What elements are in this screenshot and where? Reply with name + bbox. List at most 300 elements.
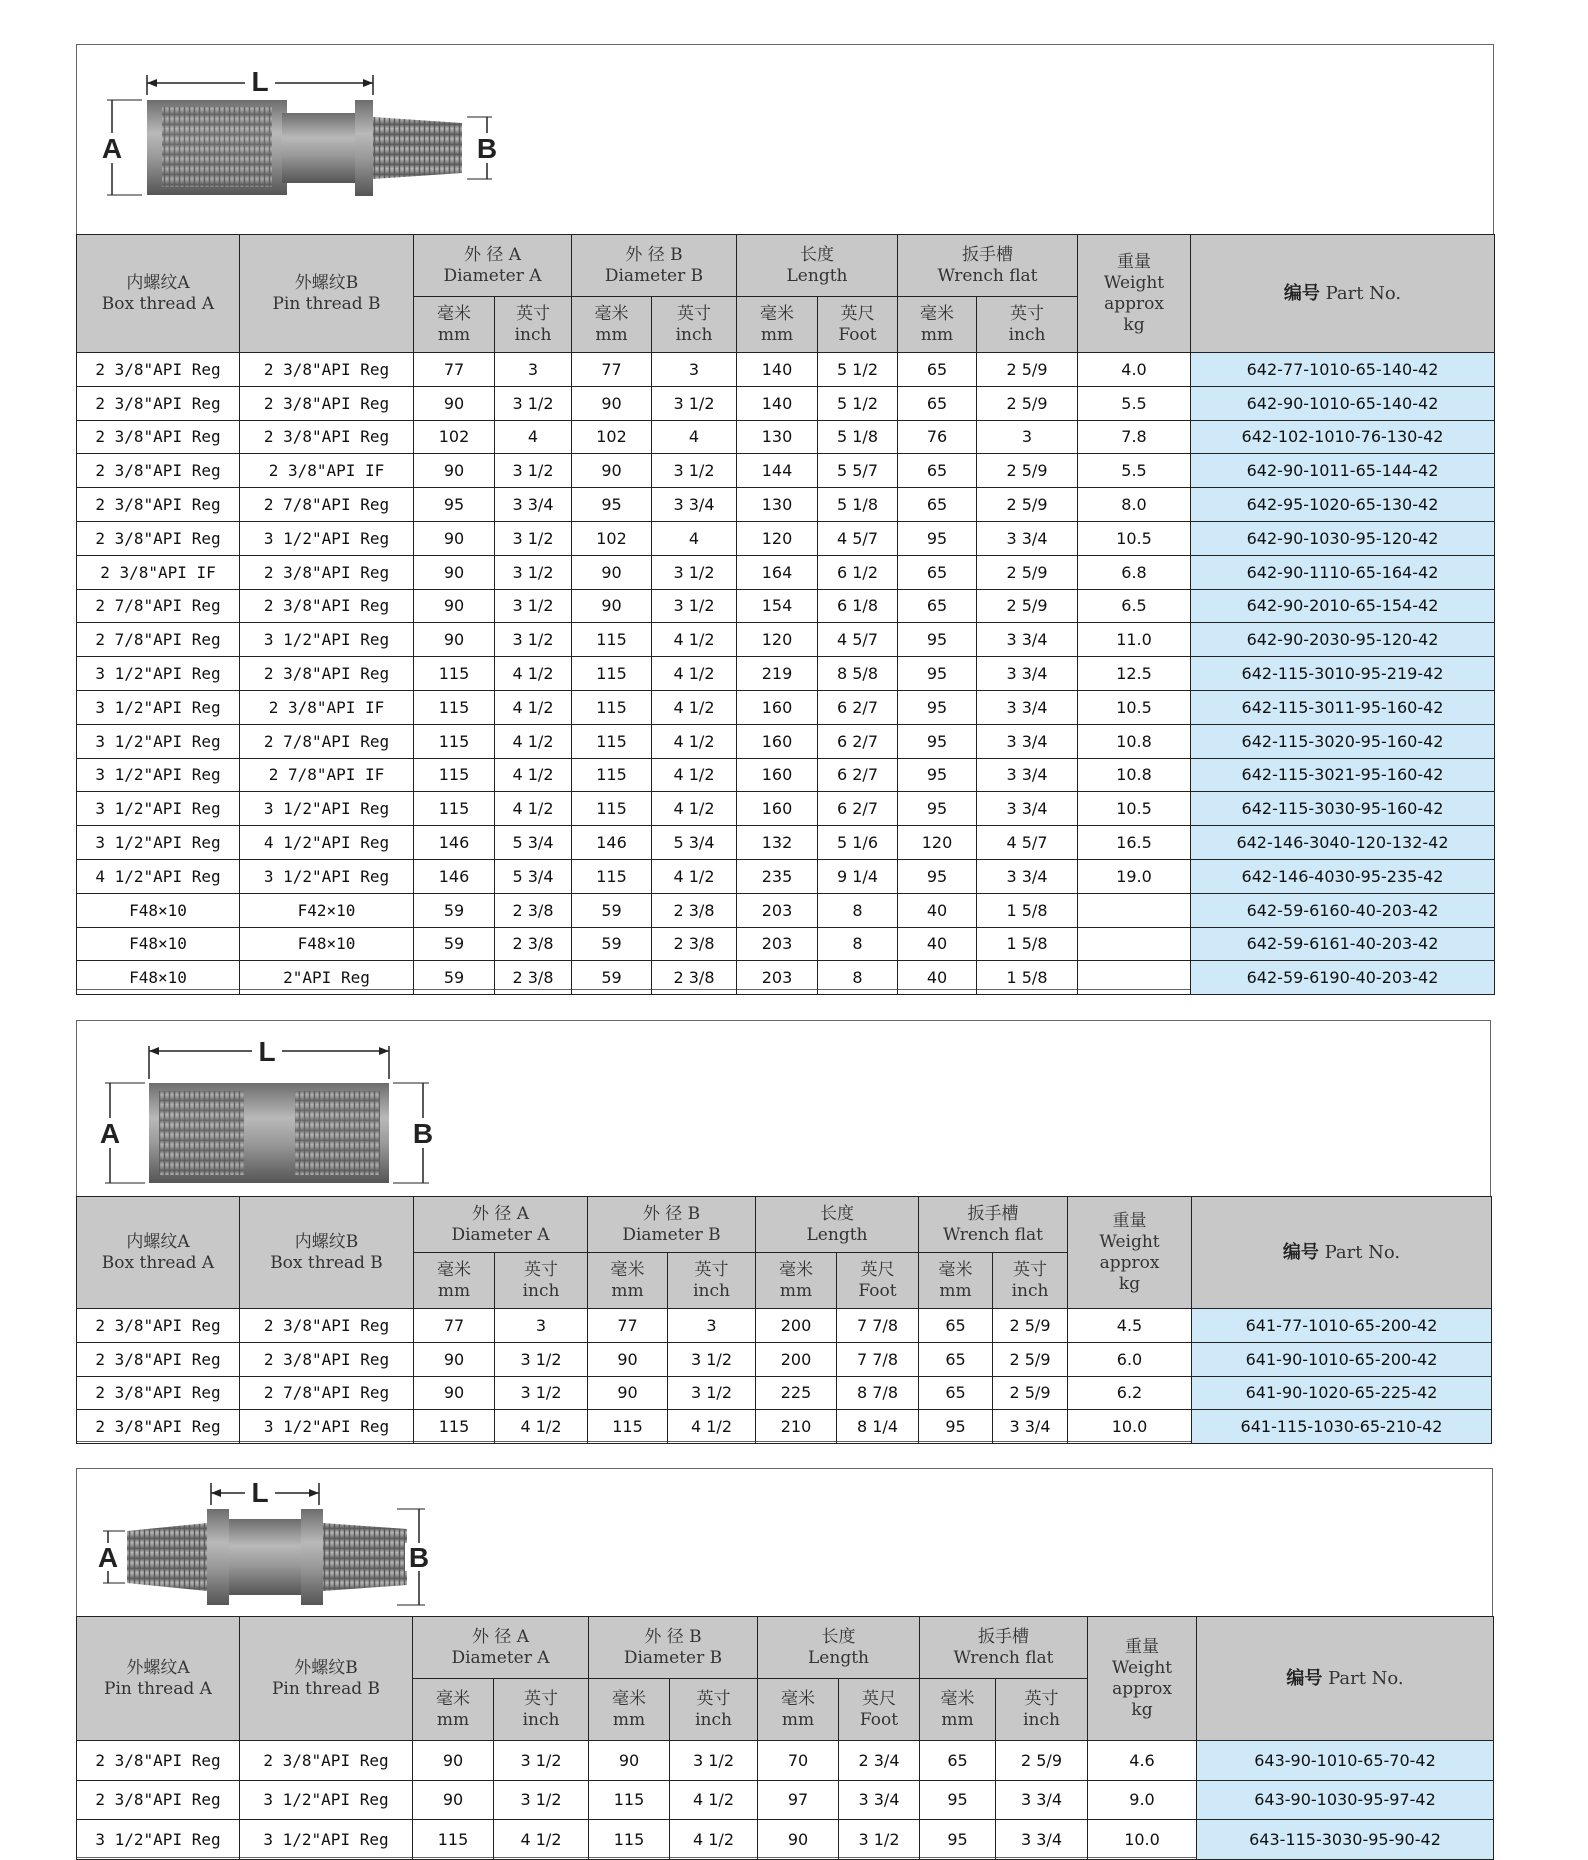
dia-a-mm-cell: 102 <box>414 420 495 454</box>
dia-a-inch-cell: 4 <box>495 420 572 454</box>
length-foot-cell: 8 1/4 <box>837 1410 919 1444</box>
dia-a-inch-cell: 3 1/2 <box>495 623 572 657</box>
length-mm-cell: 154 <box>737 589 818 623</box>
dia-a-inch-cell: 5 3/4 <box>495 826 572 860</box>
length-foot-cell: 8 <box>818 961 898 995</box>
col-part-no-header: 编号 Part No. <box>1191 235 1495 353</box>
dia-b-inch-cell: 3 <box>652 353 737 387</box>
dia-a-mm-cell: 59 <box>414 927 495 961</box>
wrench-mm-cell: 65 <box>919 1309 993 1343</box>
weight-cell: 6.0 <box>1068 1342 1192 1376</box>
wrench-mm-cell: 95 <box>920 1780 996 1820</box>
col-diameter-a-header: 外 径 A Diameter A <box>414 235 572 297</box>
dia-a-mm-cell: 90 <box>414 454 495 488</box>
unit-mm: 毫米 mm <box>737 297 818 353</box>
dia-b-mm-cell: 115 <box>589 1780 670 1820</box>
spec-table <box>76 1616 1494 1860</box>
wrench-inch-cell: 2 5/9 <box>993 1342 1068 1376</box>
table-row <box>77 1342 1492 1376</box>
wrench-inch-cell: 2 5/9 <box>996 1741 1088 1781</box>
weight-cell: 10.5 <box>1078 690 1191 724</box>
length-mm-cell: 144 <box>737 454 818 488</box>
thread-b-cell: 2 7/8"API Reg <box>240 488 414 522</box>
thread-a-cell: 3 1/2"API Reg <box>77 758 240 792</box>
weight-cell: 5.5 <box>1078 454 1191 488</box>
dia-a-mm-cell: 115 <box>414 724 495 758</box>
dia-a-mm-cell: 90 <box>413 1780 494 1820</box>
col-weight-header: 重量 Weight approx kg <box>1078 235 1191 353</box>
table-row <box>77 386 1495 420</box>
thread-b-cell: F48×10 <box>240 927 414 961</box>
dia-a-mm-cell: 77 <box>414 353 495 387</box>
col-length-header: 长度 Length <box>737 235 898 297</box>
weight-cell <box>1078 893 1191 927</box>
dimension-label-l: L <box>258 1036 276 1067</box>
wrench-mm-cell: 65 <box>919 1342 993 1376</box>
wrench-mm-cell: 65 <box>898 488 977 522</box>
dia-a-mm-cell: 146 <box>414 859 495 893</box>
wrench-inch-cell: 2 5/9 <box>977 555 1078 589</box>
thread-a-cell: 2 3/8"API Reg <box>77 1342 240 1376</box>
thread-b-cell: 2 3/8"API IF <box>240 454 414 488</box>
length-mm-cell: 160 <box>737 690 818 724</box>
dia-b-inch-cell: 4 1/2 <box>652 724 737 758</box>
table-row <box>77 589 1495 623</box>
dia-b-mm-cell: 90 <box>572 589 652 623</box>
length-foot-cell: 6 2/7 <box>818 690 898 724</box>
length-foot-cell: 4 5/7 <box>818 521 898 555</box>
length-mm-cell: 70 <box>758 1741 839 1781</box>
thread-a-cell: 2 3/8"API IF <box>77 555 240 589</box>
part-no-cell: 642-115-3021-95-160-42 <box>1191 758 1495 792</box>
unit-inch: 英寸 inch <box>668 1253 756 1309</box>
dimension-label-a: A <box>101 133 123 164</box>
length-mm-cell: 120 <box>737 623 818 657</box>
part-no-cell: 643-90-1030-95-97-42 <box>1197 1780 1494 1820</box>
thread-a-cell: 2 3/8"API Reg <box>77 1780 240 1820</box>
wrench-inch-cell: 3 3/4 <box>996 1820 1088 1860</box>
wrench-mm-cell: 95 <box>898 724 977 758</box>
unit-mm: 毫米 mm <box>758 1679 839 1741</box>
table-row <box>77 353 1495 387</box>
dia-a-inch-cell: 3 1/2 <box>495 589 572 623</box>
weight-cell: 6.8 <box>1078 555 1191 589</box>
dia-b-mm-cell: 59 <box>572 961 652 995</box>
wrench-inch-cell: 1 5/8 <box>977 893 1078 927</box>
col-part-no-header: 编号 Part No. <box>1197 1617 1494 1741</box>
length-mm-cell: 120 <box>737 521 818 555</box>
weight-cell: 10.5 <box>1078 792 1191 826</box>
wrench-mm-cell: 65 <box>898 386 977 420</box>
col-diameter-b-header: 外 径 B Diameter B <box>572 235 737 297</box>
wrench-inch-cell: 2 5/9 <box>993 1376 1068 1410</box>
weight-cell: 11.0 <box>1078 623 1191 657</box>
section-box-box-sub <box>76 1020 1491 1442</box>
table-row <box>77 488 1495 522</box>
weight-cell: 10.8 <box>1078 724 1191 758</box>
dia-b-mm-cell: 59 <box>572 927 652 961</box>
wrench-inch-cell: 3 3/4 <box>977 724 1078 758</box>
length-foot-cell: 5 1/6 <box>818 826 898 860</box>
dia-b-inch-cell: 4 1/2 <box>652 657 737 691</box>
unit-foot: 英尺 Foot <box>837 1253 919 1309</box>
length-foot-cell: 8 5/8 <box>818 657 898 691</box>
wrench-inch-cell: 1 5/8 <box>977 961 1078 995</box>
dia-b-mm-cell: 115 <box>572 724 652 758</box>
wrench-mm-cell: 95 <box>920 1820 996 1860</box>
wrench-mm-cell: 95 <box>898 792 977 826</box>
dimension-label-a: A <box>97 1542 119 1573</box>
col-thread-a-header: 内螺纹A Box thread A <box>77 235 240 353</box>
dia-b-mm-cell: 59 <box>572 893 652 927</box>
thread-a-cell: 3 1/2"API Reg <box>77 657 240 691</box>
wrench-inch-cell: 3 3/4 <box>977 521 1078 555</box>
thread-a-cell: 2 3/8"API Reg <box>77 420 240 454</box>
thread-b-cell: 3 1/2"API Reg <box>240 859 414 893</box>
pin-pin-sub-diagram <box>77 1469 517 1617</box>
thread-b-cell: 2 7/8"API Reg <box>240 1376 414 1410</box>
section-box-pin-sub <box>76 44 1494 990</box>
dia-b-inch-cell: 2 3/8 <box>652 961 737 995</box>
unit-mm: 毫米 mm <box>414 1253 495 1309</box>
length-foot-cell: 5 1/8 <box>818 420 898 454</box>
part-no-cell: 642-115-3010-95-219-42 <box>1191 657 1495 691</box>
thread-a-cell: 3 1/2"API Reg <box>77 724 240 758</box>
length-mm-cell: 203 <box>737 961 818 995</box>
wrench-inch-cell: 3 3/4 <box>996 1780 1088 1820</box>
unit-mm: 毫米 mm <box>572 297 652 353</box>
length-foot-cell: 6 2/7 <box>818 792 898 826</box>
part-no-cell: 642-115-3011-95-160-42 <box>1191 690 1495 724</box>
part-no-cell: 643-90-1010-65-70-42 <box>1197 1741 1494 1781</box>
thread-a-cell: 2 3/8"API Reg <box>77 386 240 420</box>
part-no-cell: 642-59-6161-40-203-42 <box>1191 927 1495 961</box>
dia-a-mm-cell: 59 <box>414 893 495 927</box>
thread-b-cell: 2 3/8"API Reg <box>240 386 414 420</box>
col-length-header: 长度 Length <box>758 1617 920 1679</box>
wrench-inch-cell: 3 3/4 <box>977 657 1078 691</box>
part-no-cell: 642-90-2010-65-154-42 <box>1191 589 1495 623</box>
col-thread-b-header: 内螺纹B Box thread B <box>240 1197 414 1309</box>
length-mm-cell: 210 <box>756 1410 837 1444</box>
dia-a-inch-cell: 4 1/2 <box>495 690 572 724</box>
col-wrench-header: 扳手槽 Wrench flat <box>920 1617 1088 1679</box>
length-foot-cell: 5 1/8 <box>818 488 898 522</box>
thread-b-cell: 3 1/2"API Reg <box>240 1410 414 1444</box>
dia-a-mm-cell: 115 <box>414 758 495 792</box>
wrench-mm-cell: 65 <box>898 454 977 488</box>
thread-b-cell: 2 3/8"API Reg <box>240 589 414 623</box>
thread-a-cell: F48×10 <box>77 927 240 961</box>
wrench-mm-cell: 95 <box>898 758 977 792</box>
length-mm-cell: 160 <box>737 758 818 792</box>
dia-b-inch-cell: 3 1/2 <box>652 555 737 589</box>
part-no-cell: 642-90-1011-65-144-42 <box>1191 454 1495 488</box>
wrench-mm-cell: 95 <box>919 1410 993 1444</box>
wrench-inch-cell: 4 5/7 <box>977 826 1078 860</box>
unit-inch: 英寸 inch <box>670 1679 758 1741</box>
dia-a-inch-cell: 4 1/2 <box>495 657 572 691</box>
dia-b-mm-cell: 102 <box>572 521 652 555</box>
table-row <box>77 657 1495 691</box>
thread-a-cell: 3 1/2"API Reg <box>77 792 240 826</box>
wrench-inch-cell: 3 3/4 <box>977 792 1078 826</box>
table-row <box>77 826 1495 860</box>
length-mm-cell: 140 <box>737 353 818 387</box>
box-box-sub-diagram <box>77 1021 517 1197</box>
thread-b-cell: 2 3/8"API Reg <box>240 657 414 691</box>
dia-b-mm-cell: 115 <box>572 859 652 893</box>
length-foot-cell: 6 2/7 <box>818 758 898 792</box>
weight-cell: 4.0 <box>1078 353 1191 387</box>
dia-b-mm-cell: 90 <box>572 555 652 589</box>
wrench-inch-cell: 3 3/4 <box>977 623 1078 657</box>
dia-b-mm-cell: 115 <box>572 758 652 792</box>
dia-b-inch-cell: 4 1/2 <box>652 758 737 792</box>
unit-mm: 毫米 mm <box>414 297 495 353</box>
dia-b-inch-cell: 4 1/2 <box>670 1820 758 1860</box>
col-diameter-a-header: 外 径 A Diameter A <box>413 1617 589 1679</box>
part-no-cell: 642-90-1110-65-164-42 <box>1191 555 1495 589</box>
unit-mm: 毫米 mm <box>898 297 977 353</box>
dia-a-inch-cell: 5 3/4 <box>495 859 572 893</box>
table-row <box>77 1410 1492 1444</box>
wrench-mm-cell: 95 <box>898 521 977 555</box>
part-no-cell: 642-77-1010-65-140-42 <box>1191 353 1495 387</box>
box-pin-sub-diagram <box>77 45 517 235</box>
table-row <box>77 893 1495 927</box>
dia-b-inch-cell: 4 1/2 <box>652 623 737 657</box>
wrench-inch-cell: 2 5/9 <box>977 386 1078 420</box>
part-no-cell: 642-90-1010-65-140-42 <box>1191 386 1495 420</box>
table-row <box>77 420 1495 454</box>
table-row <box>77 1741 1494 1781</box>
thread-b-cell: 2 7/8"API Reg <box>240 724 414 758</box>
part-no-cell: 641-90-1020-65-225-42 <box>1192 1376 1492 1410</box>
col-thread-a-header: 内螺纹A Box thread A <box>77 1197 240 1309</box>
wrench-mm-cell: 120 <box>898 826 977 860</box>
weight-cell: 6.2 <box>1068 1376 1192 1410</box>
wrench-inch-cell: 3 3/4 <box>977 690 1078 724</box>
dimension-label-l: L <box>251 66 269 97</box>
wrench-mm-cell: 65 <box>898 555 977 589</box>
dia-a-mm-cell: 115 <box>414 657 495 691</box>
col-weight-header: 重量 Weight approx kg <box>1088 1617 1197 1741</box>
col-weight-header: 重量 Weight approx kg <box>1068 1197 1192 1309</box>
table-row <box>77 792 1495 826</box>
table-row <box>77 961 1495 995</box>
dia-a-inch-cell: 3 <box>495 353 572 387</box>
spec-table <box>76 1196 1492 1444</box>
unit-inch: 英寸 inch <box>996 1679 1088 1741</box>
dia-b-mm-cell: 95 <box>572 488 652 522</box>
wrench-mm-cell: 65 <box>898 353 977 387</box>
col-thread-a-header: 外螺纹A Pin thread A <box>77 1617 240 1741</box>
dia-b-mm-cell: 90 <box>572 386 652 420</box>
col-diameter-a-header: 外 径 A Diameter A <box>414 1197 588 1253</box>
dia-b-mm-cell: 115 <box>572 623 652 657</box>
thread-b-cell: 2 3/8"API Reg <box>240 420 414 454</box>
dia-a-inch-cell: 3 1/2 <box>495 386 572 420</box>
dia-a-inch-cell: 4 1/2 <box>495 724 572 758</box>
dia-a-inch-cell: 4 1/2 <box>495 792 572 826</box>
dia-a-inch-cell: 4 1/2 <box>494 1820 589 1860</box>
dia-b-mm-cell: 90 <box>588 1342 668 1376</box>
unit-mm: 毫米 mm <box>756 1253 837 1309</box>
spec-table <box>76 234 1495 995</box>
dia-b-mm-cell: 77 <box>572 353 652 387</box>
length-foot-cell: 6 2/7 <box>818 724 898 758</box>
wrench-inch-cell: 3 3/4 <box>977 758 1078 792</box>
dia-b-inch-cell: 3 3/4 <box>652 488 737 522</box>
thread-b-cell: 2 3/8"API Reg <box>240 555 414 589</box>
dimension-label-a: A <box>99 1118 121 1149</box>
wrench-mm-cell: 76 <box>898 420 977 454</box>
part-no-cell: 642-95-1020-65-130-42 <box>1191 488 1495 522</box>
dia-a-mm-cell: 95 <box>414 488 495 522</box>
thread-a-cell: 2 3/8"API Reg <box>77 454 240 488</box>
table-row <box>77 623 1495 657</box>
length-mm-cell: 130 <box>737 488 818 522</box>
dia-a-inch-cell: 2 3/8 <box>495 893 572 927</box>
length-foot-cell: 8 7/8 <box>837 1376 919 1410</box>
dia-b-inch-cell: 4 1/2 <box>652 690 737 724</box>
weight-cell: 16.5 <box>1078 826 1191 860</box>
part-no-cell: 642-90-2030-95-120-42 <box>1191 623 1495 657</box>
dia-a-inch-cell: 3 1/2 <box>495 1342 588 1376</box>
thread-b-cell: 2 3/8"API Reg <box>240 1309 414 1343</box>
col-wrench-header: 扳手槽 Wrench flat <box>919 1197 1068 1253</box>
unit-mm: 毫米 mm <box>920 1679 996 1741</box>
table-row <box>77 758 1495 792</box>
weight-cell: 10.0 <box>1068 1410 1192 1444</box>
dia-a-mm-cell: 90 <box>414 1376 495 1410</box>
wrench-inch-cell: 3 <box>977 420 1078 454</box>
wrench-mm-cell: 65 <box>919 1376 993 1410</box>
weight-cell: 8.0 <box>1078 488 1191 522</box>
dia-b-mm-cell: 90 <box>589 1741 670 1781</box>
dia-b-mm-cell: 115 <box>572 792 652 826</box>
unit-foot: 英尺 Foot <box>818 297 898 353</box>
thread-b-cell: 2 3/8"API Reg <box>240 1741 413 1781</box>
dia-a-mm-cell: 90 <box>413 1741 494 1781</box>
wrench-mm-cell: 95 <box>898 859 977 893</box>
wrench-inch-cell: 2 5/9 <box>977 589 1078 623</box>
thread-b-cell: 2"API Reg <box>240 961 414 995</box>
dia-a-inch-cell: 3 <box>495 1309 588 1343</box>
dia-a-mm-cell: 90 <box>414 521 495 555</box>
dia-b-inch-cell: 5 3/4 <box>652 826 737 860</box>
section-pin-pin-sub <box>76 1468 1493 1858</box>
dia-a-mm-cell: 115 <box>414 1410 495 1444</box>
unit-inch: 英寸 inch <box>977 297 1078 353</box>
length-mm-cell: 219 <box>737 657 818 691</box>
unit-mm: 毫米 mm <box>919 1253 993 1309</box>
col-wrench-header: 扳手槽 Wrench flat <box>898 235 1078 297</box>
dimension-label-b: B <box>412 1118 434 1149</box>
length-foot-cell: 7 7/8 <box>837 1342 919 1376</box>
weight-cell: 7.8 <box>1078 420 1191 454</box>
dia-b-inch-cell: 3 1/2 <box>652 386 737 420</box>
dia-b-mm-cell: 90 <box>572 454 652 488</box>
part-no-cell: 642-146-4030-95-235-42 <box>1191 859 1495 893</box>
table-row <box>77 859 1495 893</box>
unit-mm: 毫米 mm <box>588 1253 668 1309</box>
dia-b-inch-cell: 3 1/2 <box>652 454 737 488</box>
dia-a-inch-cell: 3 1/2 <box>495 521 572 555</box>
dia-b-inch-cell: 3 1/2 <box>652 589 737 623</box>
table-row <box>77 555 1495 589</box>
part-no-cell: 642-102-1010-76-130-42 <box>1191 420 1495 454</box>
thread-b-cell: 3 1/2"API Reg <box>240 1780 413 1820</box>
unit-mm: 毫米 mm <box>413 1679 494 1741</box>
length-mm-cell: 200 <box>756 1342 837 1376</box>
length-foot-cell: 5 1/2 <box>818 386 898 420</box>
thread-a-cell: 4 1/2"API Reg <box>77 859 240 893</box>
unit-inch: 英寸 inch <box>494 1679 589 1741</box>
weight-cell: 10.5 <box>1078 521 1191 555</box>
part-no-cell: 642-115-3030-95-160-42 <box>1191 792 1495 826</box>
thread-a-cell: 2 3/8"API Reg <box>77 521 240 555</box>
weight-cell: 5.5 <box>1078 386 1191 420</box>
weight-cell: 4.6 <box>1088 1741 1197 1781</box>
weight-cell: 9.0 <box>1088 1780 1197 1820</box>
length-foot-cell: 6 1/2 <box>818 555 898 589</box>
weight-cell: 4.5 <box>1068 1309 1192 1343</box>
wrench-mm-cell: 40 <box>898 893 977 927</box>
thread-b-cell: 2 3/8"API IF <box>240 690 414 724</box>
thread-a-cell: F48×10 <box>77 961 240 995</box>
unit-foot: 英尺 Foot <box>839 1679 920 1741</box>
part-no-cell: 642-115-3020-95-160-42 <box>1191 724 1495 758</box>
length-foot-cell: 3 3/4 <box>839 1780 920 1820</box>
dia-b-inch-cell: 4 <box>652 521 737 555</box>
length-mm-cell: 160 <box>737 792 818 826</box>
dia-a-mm-cell: 90 <box>414 1342 495 1376</box>
table-row <box>77 454 1495 488</box>
dia-a-mm-cell: 90 <box>414 555 495 589</box>
dia-b-inch-cell: 3 1/2 <box>668 1342 756 1376</box>
dia-b-inch-cell: 4 1/2 <box>670 1780 758 1820</box>
length-mm-cell: 225 <box>756 1376 837 1410</box>
length-mm-cell: 130 <box>737 420 818 454</box>
weight-cell: 12.5 <box>1078 657 1191 691</box>
wrench-mm-cell: 65 <box>898 589 977 623</box>
length-foot-cell: 8 <box>818 927 898 961</box>
thread-a-cell: 2 3/8"API Reg <box>77 1410 240 1444</box>
dia-a-inch-cell: 4 1/2 <box>495 758 572 792</box>
length-mm-cell: 132 <box>737 826 818 860</box>
part-no-cell: 641-115-1030-65-210-42 <box>1192 1410 1492 1444</box>
length-mm-cell: 164 <box>737 555 818 589</box>
col-diameter-b-header: 外 径 B Diameter B <box>589 1617 758 1679</box>
thread-b-cell: 3 1/2"API Reg <box>240 521 414 555</box>
part-no-cell: 642-90-1030-95-120-42 <box>1191 521 1495 555</box>
length-foot-cell: 9 1/4 <box>818 859 898 893</box>
length-foot-cell: 5 1/2 <box>818 353 898 387</box>
thread-a-cell: 3 1/2"API Reg <box>77 1820 240 1860</box>
dia-b-inch-cell: 4 1/2 <box>668 1410 756 1444</box>
wrench-mm-cell: 65 <box>920 1741 996 1781</box>
dia-b-inch-cell: 4 1/2 <box>652 792 737 826</box>
dia-a-inch-cell: 2 3/8 <box>495 927 572 961</box>
wrench-inch-cell: 1 5/8 <box>977 927 1078 961</box>
table-row <box>77 927 1495 961</box>
dia-a-inch-cell: 4 1/2 <box>495 1410 588 1444</box>
dia-a-mm-cell: 77 <box>414 1309 495 1343</box>
wrench-inch-cell: 2 5/9 <box>993 1309 1068 1343</box>
thread-a-cell: 2 3/8"API Reg <box>77 1741 240 1781</box>
